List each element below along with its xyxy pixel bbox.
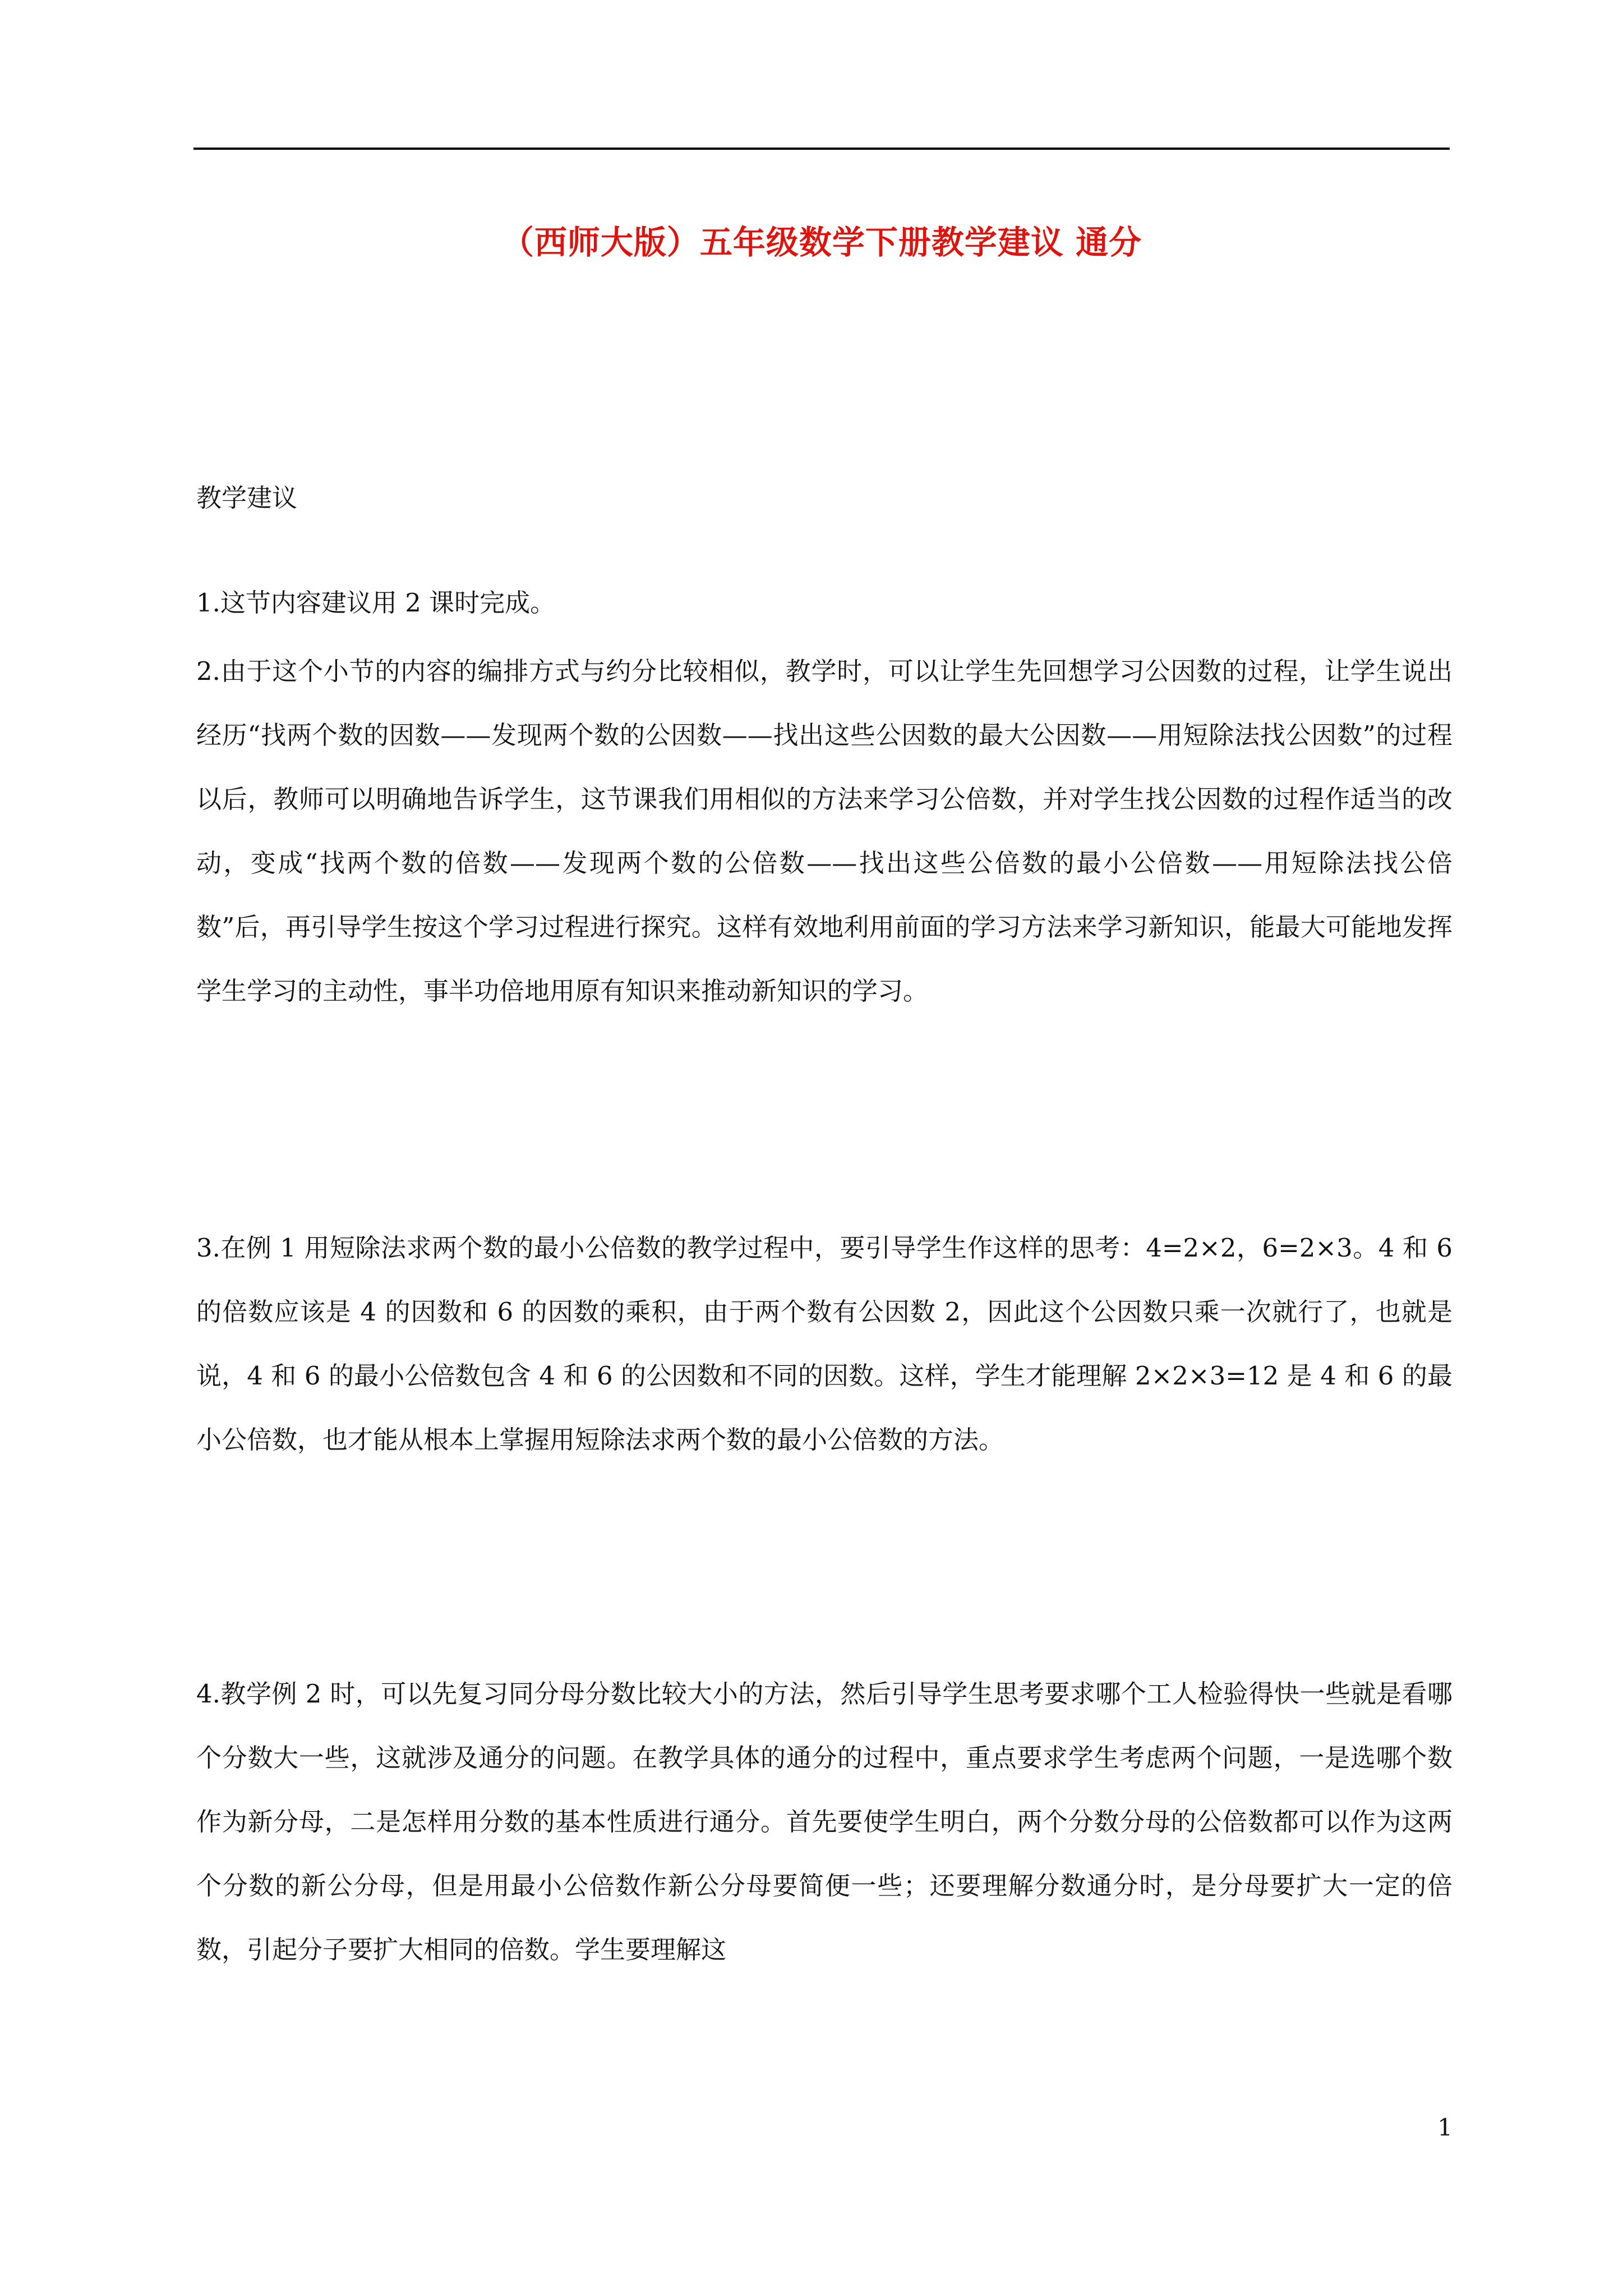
header-rule: [193, 148, 1450, 150]
page-number: 1: [1437, 2114, 1453, 2141]
section-heading: 教学建议: [196, 483, 298, 513]
document-title: （西师大版）五年级数学下册教学建议 通分: [501, 223, 1142, 261]
paragraph-1: 1.这节内容建议用 2 课时完成。: [196, 588, 556, 618]
paragraph-4: 4.教学例 2 时，可以先复习同分母分数比较大小的方法，然后引导学生思考要求哪个工人检验得快一些就是看哪个分数大一些，这就涉及通分的问题。在教学具体的通分的过程中，重点要求学生考虑两个问题，一是选哪个数作为新分母，二是怎样用分数的基本性质进行通分。首先要使学生明白，两个分数分母的公倍数都可以作为这两个分数的新公分母，但是用最小公倍数作新公分母要简便一些；还要理解分数通分时，是分母要扩大一定的倍数，引起分子要扩大相同的倍数。学生要理解这: [196, 1679, 1453, 1964]
paragraph-2: 2.由于这个小节的内容的编排方式与约分比较相似，教学时，可以让学生先回想学习公因数的过程，让学生说出经历“找两个数的因数——发现两个数的公因数——找出这些公因数的最大公因数——用短除法找公因数”的过程以后，教师可以明确地告诉学生，这节课我们用相似的方法来学习公倍数，并对学生找公因数的过程作适当的改动，变成“找两个数的倍数——发现两个数的公倍数——找出这些公倍数的最小公倍数——用短除法找公倍数”后，再引导学生按这个学习过程进行探究。这样有效地利用前面的学习方法来学习新知识，能最大可能地发挥学生学习的主动性，事半功倍地用原有知识来推动新知识的学习。: [196, 656, 1453, 1006]
paragraph-3: 3.在例 1 用短除法求两个数的最小公倍数的教学过程中，要引导学生作这样的思考：4=2×2，6=2×3。4 和 6 的倍数应该是 4 的因数和 6 的因数的乘积，由于两个数有公因数 2，因此这个公因数只乘一次就行了，也就是说，4 和 6 的最小公倍数包含 4 和 6 的公因数和不同的因数。这样，学生才能理解 2×2×3=12 是 4 和 6 的最小公倍数，也才能从根本上掌握用短除法求两个数的最小公倍数的方法。: [196, 1233, 1453, 1455]
